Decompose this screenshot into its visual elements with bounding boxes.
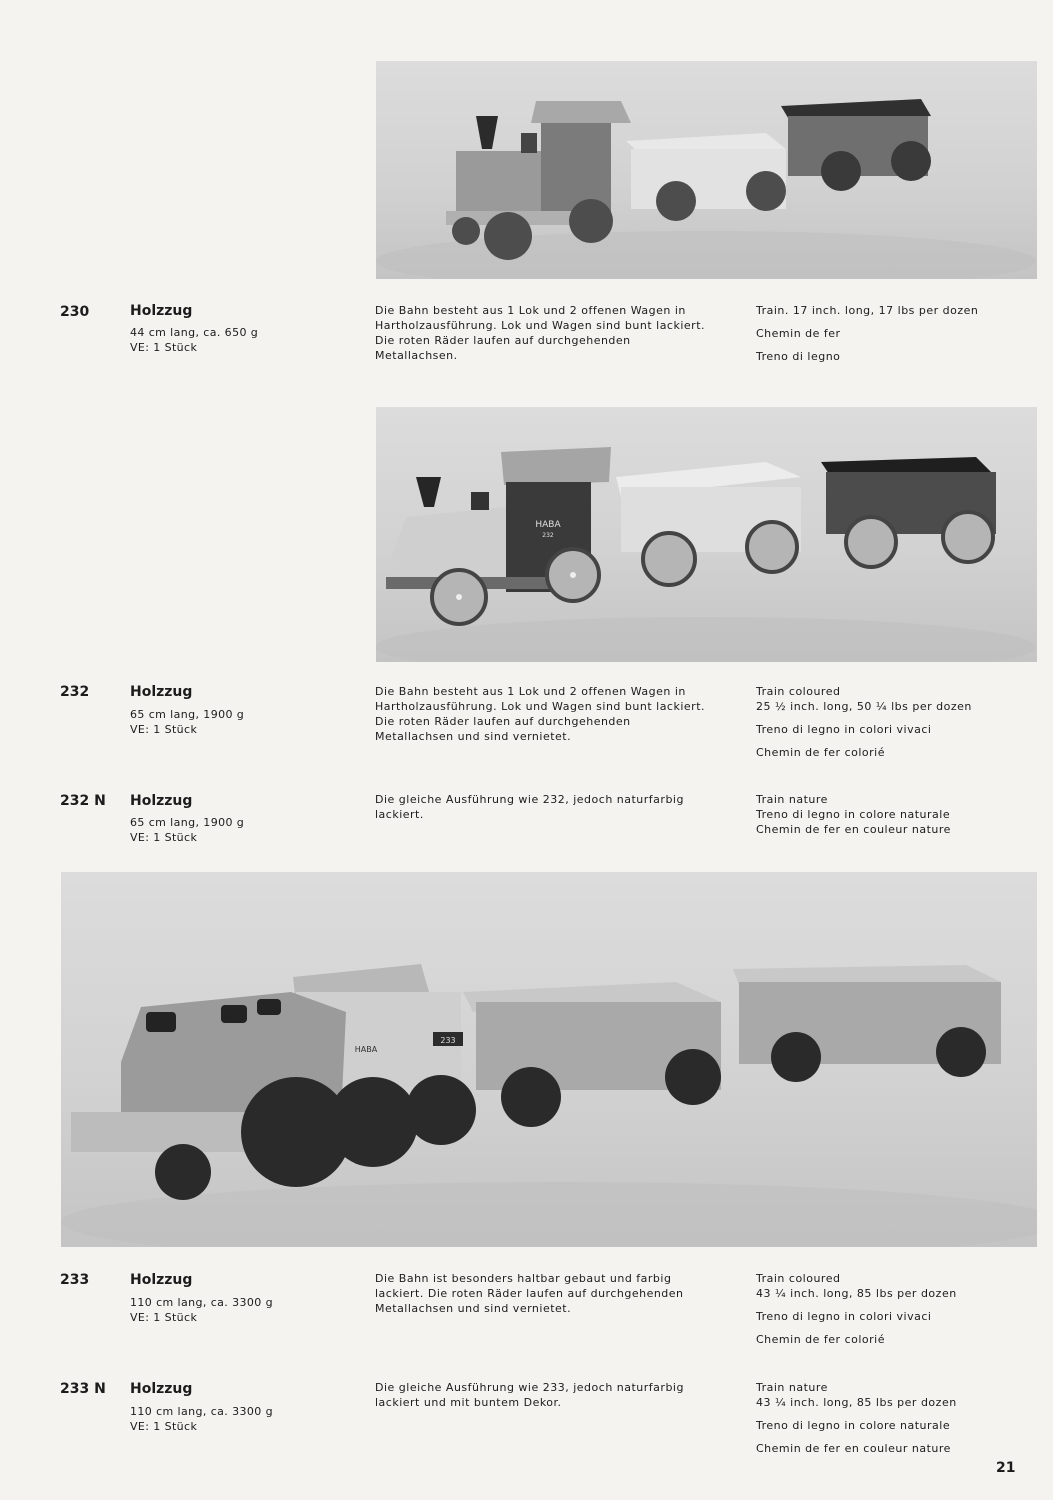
product-name: Holzzug xyxy=(130,303,193,319)
product-specs xyxy=(130,1404,273,1434)
product-specs xyxy=(130,815,244,845)
translation-line: Train nature xyxy=(756,1381,828,1394)
translation-line: Train coloured xyxy=(756,1272,841,1285)
translation-line: Chemin de fer en couleur nature xyxy=(756,1442,951,1455)
product-specs xyxy=(130,707,244,737)
product-number: 232 N xyxy=(60,793,106,809)
translation-line: Treno di legno in colore naturale xyxy=(756,808,951,821)
haba-logo-label: HABA xyxy=(354,1045,378,1054)
product-translations xyxy=(756,1271,1016,1347)
translation-line: Chemin de fer colorié xyxy=(756,1333,885,1346)
product-number: 233 xyxy=(60,1272,90,1288)
product-size: 110 cm lang, ca. 3300 g xyxy=(130,1296,273,1309)
product-translations xyxy=(756,684,1016,760)
product-size: 110 cm lang, ca. 3300 g xyxy=(130,1405,273,1418)
product-specs xyxy=(130,1295,273,1325)
product-translations xyxy=(756,1380,1016,1456)
product-description: Die Bahn besteht aus 1 Lok und 2 offenen Wagen in Hartholzausführung. Lok und Wagen sind bunt lackiert. Die roten Räder laufen auf durchgehenden Metallachsen. xyxy=(375,304,706,362)
product-size: 44 cm lang, ca. 650 g xyxy=(130,326,259,339)
product-number: 230 xyxy=(60,304,90,320)
product-description: Die gleiche Ausführung wie 232, jedoch naturfarbig lackiert. xyxy=(375,793,684,821)
photo-train-232 xyxy=(376,407,1037,662)
photo-train-230 xyxy=(376,61,1037,279)
model-number-label: 232 xyxy=(542,532,554,539)
translation-line: 43 ¼ inch. long, 85 lbs per dozen xyxy=(756,1396,957,1409)
packing-unit: VE: 1 Stück xyxy=(130,1420,198,1433)
translation-line: Treno di legno in colori vivaci xyxy=(756,723,932,736)
packing-unit: VE: 1 Stück xyxy=(130,723,198,736)
translation-line: 25 ½ inch. long, 50 ¼ lbs per dozen xyxy=(756,700,972,713)
product-name: Holzzug xyxy=(130,1272,193,1288)
page-number: 21 xyxy=(996,1460,1016,1476)
product-size: 65 cm lang, 1900 g xyxy=(130,708,245,721)
haba-logo-label: HABA xyxy=(535,520,561,530)
translation-line: Train. 17 inch. long, 17 lbs per dozen xyxy=(756,304,979,317)
translation-line: Train coloured xyxy=(756,685,841,698)
product-translations xyxy=(756,303,1016,364)
packing-unit: VE: 1 Stück xyxy=(130,341,198,354)
packing-unit: VE: 1 Stück xyxy=(130,831,198,844)
product-description: Die Bahn ist besonders haltbar gebaut und farbig lackiert. Die roten Räder laufen auf durchgehenden Metallachsen und sind vernietet. xyxy=(375,1272,684,1315)
translation-line: Treno di legno xyxy=(756,350,841,363)
product-number: 232 xyxy=(60,684,90,700)
product-specs xyxy=(130,325,258,355)
product-name: Holzzug xyxy=(130,1381,193,1397)
product-translations xyxy=(756,792,1016,837)
model-number-label: 233 xyxy=(440,1036,456,1045)
packing-unit: VE: 1 Stück xyxy=(130,1311,198,1324)
translation-line: 43 ¼ inch. long, 85 lbs per dozen xyxy=(756,1287,957,1300)
product-number: 233 N xyxy=(60,1381,106,1397)
product-description: Die gleiche Ausführung wie 233, jedoch naturfarbig lackiert und mit buntem Dekor. xyxy=(375,1381,684,1409)
product-name: Holzzug xyxy=(130,684,193,700)
photo-train-233 xyxy=(61,872,1037,1247)
translation-line: Treno di legno in colori vivaci xyxy=(756,1310,932,1323)
translation-line: Chemin de fer en couleur nature xyxy=(756,823,951,836)
translation-line: Treno di legno in colore naturale xyxy=(756,1419,951,1432)
product-name: Holzzug xyxy=(130,793,193,809)
product-size: 65 cm lang, 1900 g xyxy=(130,816,245,829)
translation-line: Chemin de fer colorié xyxy=(756,746,885,759)
translation-line: Train nature xyxy=(756,793,828,806)
product-description: Die Bahn besteht aus 1 Lok und 2 offenen Wagen in Hartholzausführung. Lok und Wagen sind bunt lackiert. Die roten Räder laufen auf durchgehenden Metallachsen und sind vernietet. xyxy=(375,685,706,743)
translation-line: Chemin de fer xyxy=(756,327,841,340)
